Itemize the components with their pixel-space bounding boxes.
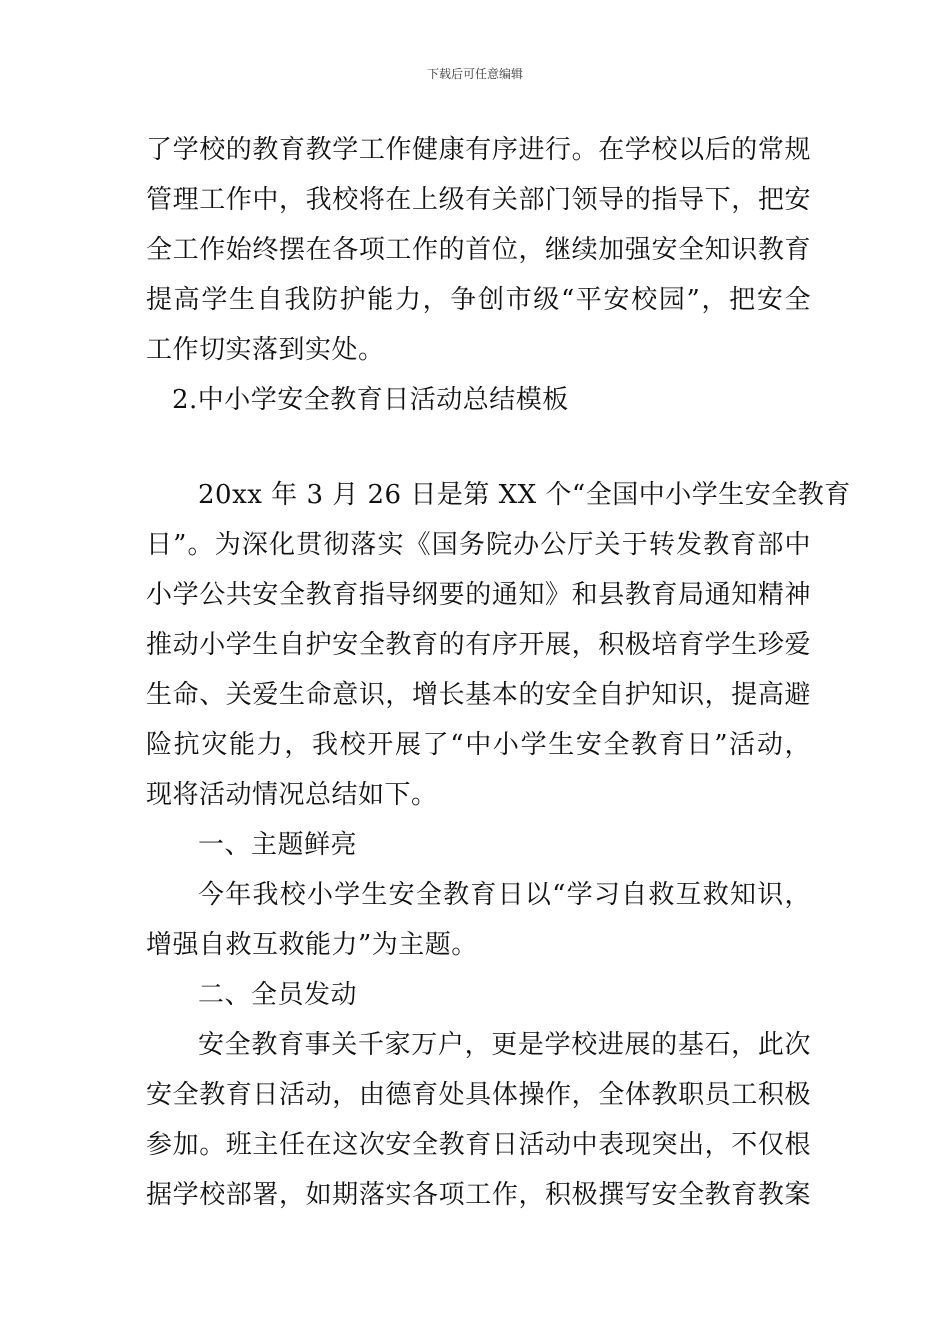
paragraph-line: 今年我校小学生安全教育日以“学习自救互救知识， [198, 880, 811, 910]
paragraph-line: 管理工作中，我校将在上级有关部门领导的指导下，把安 [146, 185, 811, 215]
paragraph-line: 20xx 年 3 月 26 日是第 XX 个“全国中小学生安全教育 [198, 480, 851, 510]
paragraph-line: 安全教育日活动，由德育处具体操作，全体教职员工积极 [146, 1080, 811, 1110]
paragraph-line: 推动小学生自护安全教育的有序开展，积极培育学生珍爱 [146, 630, 811, 660]
section-title: 2.中小学安全教育日活动总结模板 [172, 385, 569, 415]
paragraph-line: 小学公共安全教育指导纲要的通知》和县教育局通知精神 [146, 580, 811, 610]
subsection-heading: 一、主题鲜亮 [198, 830, 358, 860]
paragraph-line: 了学校的教育教学工作健康有序进行。在学校以后的常规 [146, 135, 811, 165]
subsection-heading: 二、全员发动 [198, 980, 358, 1010]
document-body [146, 125, 851, 1220]
page-header-note: 下载后可任意编辑 [426, 67, 523, 81]
paragraph-line: 日”。为深化贯彻落实《国务院办公厅关于转发教育部中 [146, 530, 811, 560]
paragraph-line: 增强自救互救能力”为主题。 [146, 930, 478, 960]
paragraph-line: 工作切实落到实处。 [146, 335, 385, 365]
paragraph-line: 全工作始终摆在各项工作的首位，继续加强安全知识教育 [146, 235, 811, 265]
paragraph-line: 安全教育事关千家万户，更是学校进展的基石，此次 [198, 1030, 811, 1060]
paragraph-line: 提高学生自我防护能力，争创市级“平安校园”，把安全 [146, 285, 811, 315]
paragraph-line: 生命、关爱生命意识，增长基本的安全自护知识，提高避 [146, 680, 811, 710]
blank-spacer [146, 425, 811, 470]
paragraph-line: 参加。班主任在这次安全教育日活动中表现突出，不仅根 [146, 1130, 811, 1160]
paragraph-line: 险抗灾能力，我校开展了“中小学生安全教育日”活动， [146, 730, 811, 760]
paragraph-line: 据学校部署，如期落实各项工作，积极撰写安全教育教案 [146, 1180, 811, 1210]
paragraph-line: 现将活动情况总结如下。 [146, 780, 438, 810]
